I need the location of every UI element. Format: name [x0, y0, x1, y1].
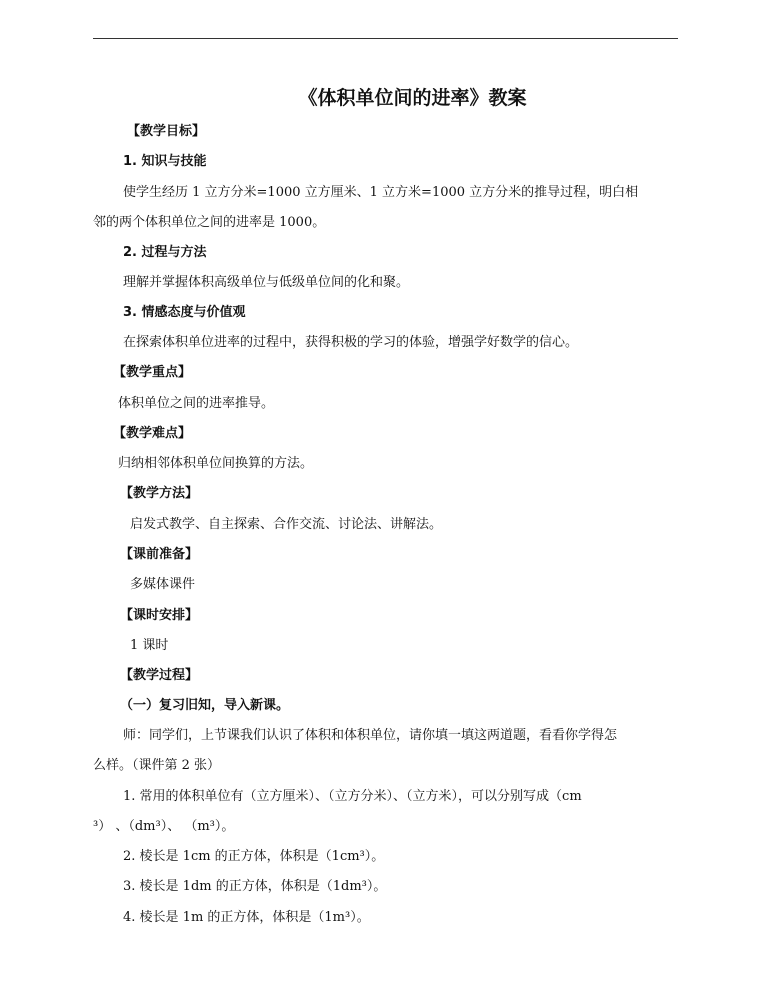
- key-text: 体积单位之间的进率推导。: [118, 396, 275, 411]
- goal3-text: 在探索体积单位进率的过程中，获得积极的学习的体验，增强学好数学的信心。: [123, 335, 579, 350]
- question3: 3. 棱长是 1dm 的正方体，体积是（1dm³）。: [123, 879, 387, 894]
- step1-heading: （一）复习旧知，导入新课。: [120, 698, 290, 713]
- goal2-heading: 2. 过程与方法: [123, 245, 207, 260]
- key-heading: 【教学重点】: [113, 365, 192, 380]
- step1-text-line2: 么样。（课件第 2 张）: [93, 758, 221, 773]
- goals-heading: 【教学目标】: [127, 124, 206, 139]
- method-heading: 【教学方法】: [120, 486, 199, 501]
- goal1-text-line1: 使学生经历 1 立方分米=1000 立方厘米、1 立方米=1000 立方分米的推导过程，明白相: [123, 185, 639, 200]
- header-rule: [93, 38, 678, 39]
- document-title: 《体积单位间的进率》教案: [298, 87, 527, 109]
- difficulty-text: 归纳相邻体积单位间换算的方法。: [118, 456, 314, 471]
- goal3-heading: 3. 情感态度与价值观: [123, 305, 246, 320]
- process-heading: 【教学过程】: [120, 668, 199, 683]
- goal1-heading: 1. 知识与技能: [123, 154, 207, 169]
- question2: 2. 棱长是 1cm 的正方体，体积是（1cm³）。: [123, 849, 385, 864]
- question1-line1: 1. 常用的体积单位有（立方厘米）、（立方分米）、（立方米），可以分别写成（cm: [123, 789, 582, 804]
- difficulty-heading: 【教学难点】: [113, 426, 192, 441]
- prep-heading: 【课前准备】: [120, 547, 199, 562]
- goal1-text-line2: 邻的两个体积单位之间的进率是 1000。: [93, 215, 326, 230]
- schedule-text: 1 课时: [130, 638, 169, 653]
- prep-text: 多媒体课件: [130, 577, 196, 592]
- schedule-heading: 【课时安排】: [120, 608, 199, 623]
- goal2-text: 理解并掌握体积高级单位与低级单位间的化和聚。: [123, 275, 410, 290]
- question4: 4. 棱长是 1m 的正方体，体积是（1m³）。: [123, 910, 370, 925]
- method-text: 启发式教学、自主探索、合作交流、讨论法、讲解法。: [130, 517, 443, 532]
- step1-text-line1: 师：同学们，上节课我们认识了体积和体积单位，请你填一填这两道题，看看你学得怎: [123, 728, 618, 743]
- question1-line2: ³） 、（dm³）、 （m³）。: [93, 819, 235, 834]
